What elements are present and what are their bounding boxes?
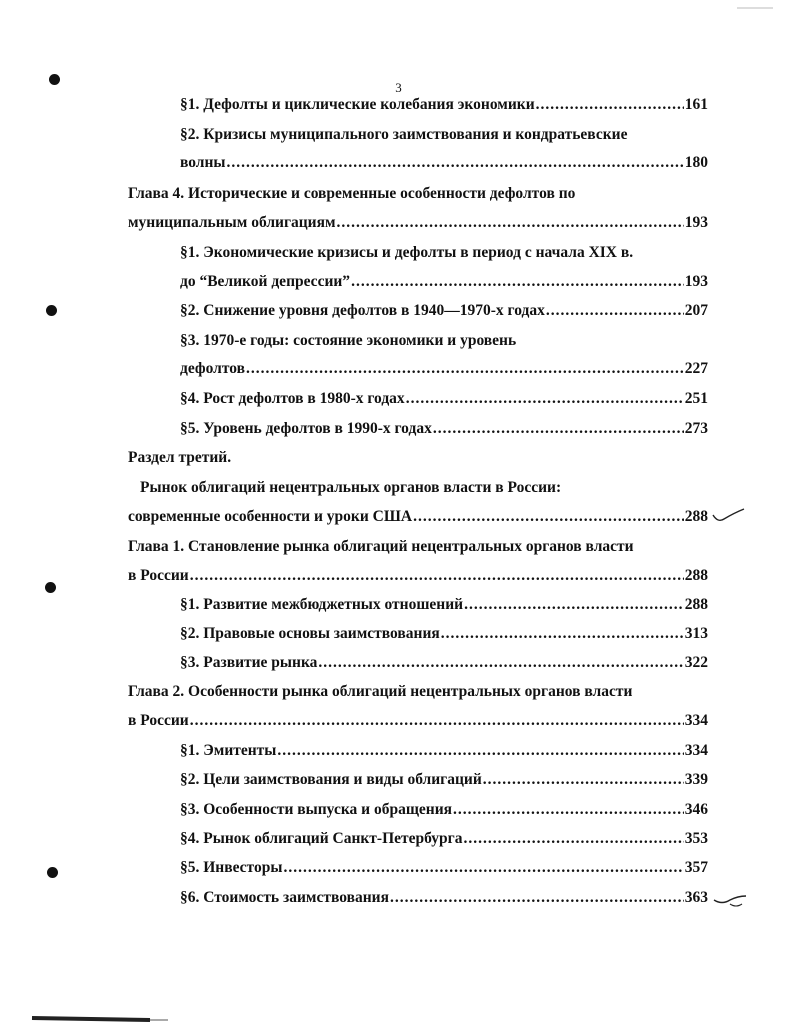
toc-entry bbox=[180, 742, 708, 760]
toc-entry-title: §2. Снижение уровня дефолтов в 1940—1970-х годах bbox=[180, 302, 545, 319]
toc-entry bbox=[180, 889, 708, 907]
punch-hole-mark bbox=[45, 582, 56, 593]
toc-entry bbox=[180, 96, 708, 114]
toc-entry-page: 193 bbox=[684, 214, 708, 231]
toc-entry-page: 288 bbox=[684, 596, 708, 613]
toc-entry-page: 334 bbox=[684, 742, 708, 759]
section-title: Раздел третий. bbox=[128, 449, 232, 466]
leader-dots bbox=[463, 830, 683, 848]
leader-dots bbox=[406, 390, 684, 408]
toc-entry-title: §2. Кризисы муниципального заимствования и кондратьевские bbox=[180, 126, 628, 143]
section-subtitle: Рынок облигаций нецентральных органов власти в России: bbox=[140, 479, 562, 496]
chapter-title: Глава 1. Становление рынка облигаций нецентральных органов власти bbox=[128, 538, 634, 555]
handwritten-check-icon bbox=[710, 506, 746, 526]
toc-entry-title: §4. Рынок облигаций Санкт-Петербурга bbox=[180, 830, 463, 847]
toc-entry bbox=[180, 154, 708, 172]
toc-entry-page: 288 bbox=[684, 508, 708, 525]
toc-entry-title: муниципальным облигациям bbox=[128, 214, 336, 231]
leader-dots bbox=[483, 771, 684, 789]
toc-entry bbox=[128, 712, 708, 730]
leader-dots bbox=[441, 625, 684, 643]
toc-entry bbox=[180, 360, 708, 378]
toc-entry bbox=[180, 273, 708, 291]
leader-dots bbox=[351, 273, 684, 291]
leader-dots bbox=[337, 214, 684, 232]
toc-entry bbox=[128, 214, 708, 232]
leader-dots bbox=[318, 654, 683, 672]
leader-dots bbox=[413, 508, 684, 526]
toc-entry-page: 251 bbox=[684, 390, 708, 407]
toc-entry-page: 193 bbox=[684, 273, 708, 290]
toc-entry-title: §3. Особенности выпуска и обращения bbox=[180, 801, 453, 818]
toc-entry-page: 353 bbox=[684, 830, 708, 847]
chapter-title: Глава 4. Исторические и современные особенности дефолтов по bbox=[128, 185, 576, 202]
handwritten-check-icon bbox=[712, 890, 748, 912]
punch-hole-mark bbox=[47, 867, 58, 878]
toc-entry-title: волны bbox=[180, 154, 226, 171]
toc-entry-title: §1. Эмитенты bbox=[180, 742, 277, 759]
toc-entry-title: §1. Развитие межбюджетных отношений bbox=[180, 596, 464, 613]
toc-entry bbox=[180, 801, 708, 819]
toc-entry bbox=[180, 654, 708, 672]
toc-entry bbox=[180, 302, 708, 320]
toc-entry bbox=[180, 625, 708, 643]
page-number: 3 bbox=[395, 80, 402, 95]
toc-entry bbox=[128, 508, 708, 526]
toc-entry-page: 313 bbox=[684, 625, 708, 642]
toc-entry-title: современные особенности и уроки США bbox=[128, 508, 413, 525]
toc-entry-title: дефолтов bbox=[180, 360, 246, 377]
toc-entry bbox=[180, 771, 708, 789]
scan-line-mark bbox=[30, 1010, 170, 1024]
toc-entry-title: §2. Цели заимствования и виды облигаций bbox=[180, 771, 482, 788]
toc-entry-page: 288 bbox=[684, 567, 708, 584]
leader-dots bbox=[227, 154, 684, 172]
toc-entry-page: 180 bbox=[684, 154, 708, 171]
toc-entry-page: 339 bbox=[684, 771, 708, 788]
leader-dots bbox=[536, 96, 684, 114]
toc-entry-page: 322 bbox=[684, 654, 708, 671]
scan-line-mark bbox=[735, 0, 775, 14]
toc-entry bbox=[180, 390, 708, 408]
toc-entry bbox=[180, 420, 708, 438]
toc-entry-title: §3. 1970-е годы: состояние экономики и уровень bbox=[180, 332, 517, 349]
leader-dots bbox=[190, 567, 684, 585]
toc-entry-page: 363 bbox=[684, 889, 708, 906]
toc-entry-title: §1. Экономические кризисы и дефолты в период с начала XIX в. bbox=[180, 244, 634, 261]
toc-entry-title: §1. Дефолты и циклические колебания экономики bbox=[180, 96, 535, 113]
toc-entry bbox=[180, 596, 708, 614]
toc-entry-page: 273 bbox=[684, 420, 708, 437]
toc-entry-page: 334 bbox=[684, 712, 708, 729]
toc-entry-title: §3. Развитие рынка bbox=[180, 654, 318, 671]
toc-entry-page: 346 bbox=[684, 801, 708, 818]
chapter-title: Глава 2. Особенности рынка облигаций нецентральных органов власти bbox=[128, 683, 633, 700]
punch-hole-mark bbox=[46, 305, 57, 316]
toc-entry-title: в России bbox=[128, 567, 189, 584]
leader-dots bbox=[277, 742, 683, 760]
punch-hole-mark bbox=[49, 74, 60, 85]
toc-entry-title: §6. Стоимость заимствования bbox=[180, 889, 389, 906]
leader-dots bbox=[464, 596, 684, 614]
toc-entry-title: §2. Правовые основы заимствования bbox=[180, 625, 440, 642]
toc-entry-title: в России bbox=[128, 712, 189, 729]
toc-entry-title: §4. Рост дефолтов в 1980-х годах bbox=[180, 390, 405, 407]
toc-entry-title: §5. Уровень дефолтов в 1990-х годах bbox=[180, 420, 432, 437]
toc-entry bbox=[128, 567, 708, 585]
leader-dots bbox=[433, 420, 684, 438]
leader-dots bbox=[190, 712, 684, 730]
toc-entry-title: до “Великой депрессии” bbox=[180, 273, 351, 290]
leader-dots bbox=[453, 801, 684, 819]
toc-entry bbox=[180, 830, 708, 848]
leader-dots bbox=[546, 302, 684, 320]
toc-entry-page: 227 bbox=[684, 360, 708, 377]
toc-entry-page: 207 bbox=[684, 302, 708, 319]
leader-dots bbox=[246, 360, 684, 378]
toc-entry-page: 161 bbox=[684, 96, 708, 113]
toc-entry bbox=[180, 859, 708, 877]
leader-dots bbox=[283, 859, 683, 877]
leader-dots bbox=[390, 889, 684, 907]
toc-entry-page: 357 bbox=[684, 859, 708, 876]
toc-entry-title: §5. Инвесторы bbox=[180, 859, 283, 876]
